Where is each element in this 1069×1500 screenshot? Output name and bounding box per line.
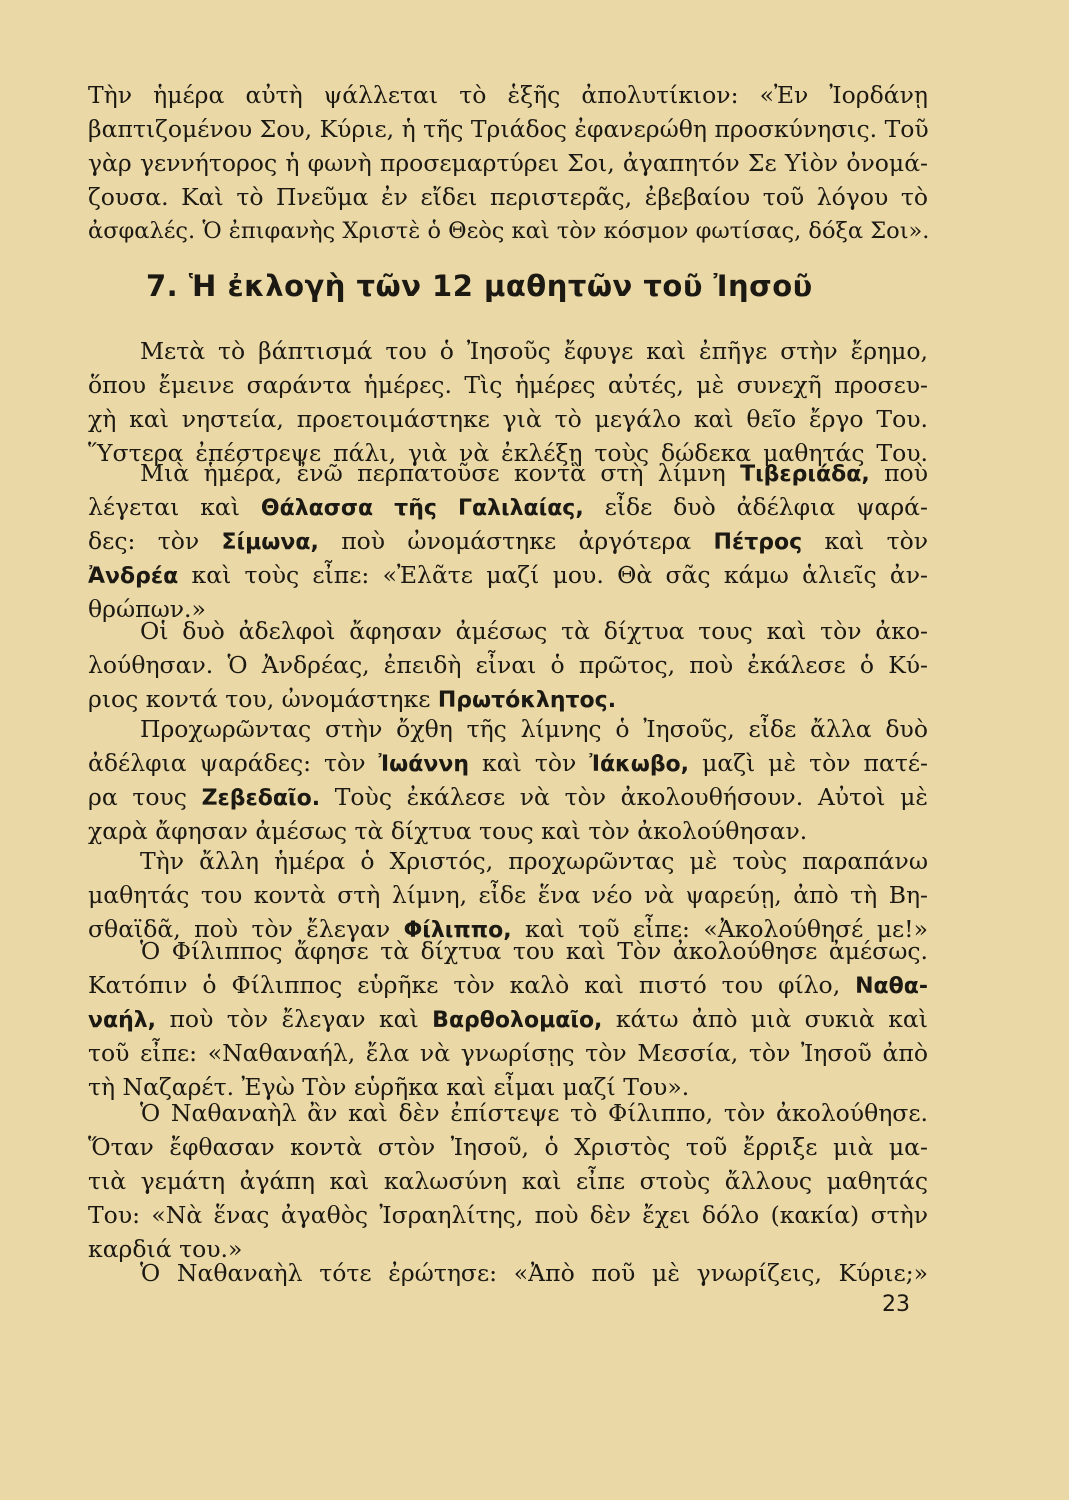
bold-name: Ναθα- — [855, 974, 928, 999]
page-number: 23 — [882, 1292, 910, 1317]
text-line — [88, 968, 928, 1004]
text-line — [88, 746, 928, 782]
text-line: λούθησαν. Ὁ Ἀνδρέας, ἐπειδὴ εἶναι ὁ πρῶτος, ποὺ ἐκάλεσε ὁ Κύ- — [88, 651, 928, 679]
bold-name: Πέτρος — [713, 530, 803, 555]
bold-name: Φίλιππο, — [403, 918, 512, 943]
text-line: τὴ Ναζαρέτ. Ἐγὼ Τὸν εὑρῆκα καὶ εἶμαι μαζί Του». — [88, 1073, 690, 1101]
text-line: χὴ καὶ νηστεία, προετοιμάστηκε γιὰ τὸ μεγάλο καὶ θεῖο ἔργο Του. — [88, 405, 928, 433]
text-line: τοῦ εἶπε: «Ναθαναήλ, ἔλα νὰ γνωρίσῃς τὸν Μεσσία, τὸν Ἰησοῦ ἀπὸ — [88, 1039, 928, 1067]
bold-name: Πρωτόκλητος. — [437, 688, 617, 713]
text-span: Μιὰ ἡμέρα, ἐνῶ περπατοῦσε κοντὰ στὴ λίμνη — [140, 459, 741, 487]
text-line: θρώπων.» — [88, 595, 206, 623]
text-line: Ὅταν ἔφθασαν κοντὰ στὸν Ἰησοῦ, ὁ Χριστὸς τοῦ ἔρριξε μιὰ μα- — [88, 1133, 928, 1161]
text-line — [88, 780, 928, 816]
text-span: λέγεται καὶ — [88, 493, 261, 521]
bold-name: ναήλ, — [88, 1008, 157, 1033]
text-span: καὶ τὸν — [802, 527, 928, 555]
text-span: ριος κοντά του, ὠνομάστηκε — [88, 685, 438, 713]
text-span: εἶδε δυὸ ἀδέλφια ψαρά- — [583, 493, 928, 521]
text-span: ἀδέλφια ψαράδες: τὸν — [88, 749, 379, 777]
bold-name: Ζεβεδαῖο. — [201, 786, 321, 811]
text-span: Κατόπιν ὁ Φίλιππος εὑρῆκε τὸν καλὸ καὶ πιστό του φίλο, — [88, 971, 856, 999]
text-span: κάτω ἀπὸ μιὰ συκιὰ καὶ — [602, 1005, 928, 1033]
text-span: ποὺ — [869, 459, 928, 487]
text-line: τιὰ γεμάτη ἀγάπη καὶ καλωσύνη καὶ εἶπε στοὺς ἄλλους μαθητάς — [88, 1167, 928, 1195]
text-span: σθαϊδᾶ, ποὺ τὸν ἔλεγαν — [88, 915, 404, 943]
text-line: ζουσα. Καὶ τὸ Πνεῦμα ἐν εἴδει περιστερᾶς, ἐβεβαίου τοῦ λόγου τὸ — [88, 183, 928, 211]
text-span: μαζὶ μὲ τὸν πατέ- — [689, 749, 928, 777]
bold-name: Ἰάκωβο, — [589, 752, 690, 777]
text-span: ποὺ ὠνομάστηκε ἀργότερα — [318, 527, 714, 555]
text-line: Προχωρῶντας στὴν ὄχθη τῆς λίμνης ὁ Ἰησοῦς, εἶδε ἄλλα δυὸ — [140, 715, 928, 743]
text-line: ὅπου ἔμεινε σαράντα ἡμέρες. Τὶς ἡμέρες αὐτές, μὲ συνεχῆ προσευ- — [88, 371, 928, 399]
text-line: ἀσφαλές. Ὁ ἐπιφανὴς Χριστὲ ὁ Θεὸς καὶ τὸν κόσμον φωτίσας, δόξα Σοι». — [88, 218, 930, 244]
text-line: μαθητάς του κοντὰ στὴ λίμνη, εἶδε ἕνα νέο νὰ ψαρεύῃ, ἀπὸ τὴ Βη- — [88, 881, 928, 909]
text-line: Ὁ Ναθαναὴλ τότε ἐρώτησε: «Ἀπὸ ποῦ μὲ γνωρίζεις, Κύριε;» — [140, 1259, 928, 1287]
text-line: Του: «Νὰ ἕνας ἀγαθὸς Ἰσραηλίτης, ποὺ δὲν ἔχει δόλο (κακία) στὴν — [88, 1201, 928, 1229]
text-line — [88, 524, 928, 560]
text-line: χαρὰ ἄφησαν ἀμέσως τὰ δίχτυα τους καὶ τὸν ἀκολούθησαν. — [88, 817, 808, 845]
text-line: Τὴν ἄλλη ἡμέρα ὁ Χριστός, προχωρῶντας μὲ τοὺς παραπάνω — [140, 847, 928, 875]
text-line: βαπτιζομένου Σου, Κύριε, ἡ τῆς Τριάδος ἐφανερώθη προσκύνησις. Τοῦ — [88, 115, 929, 143]
text-span: ποὺ τὸν ἔλεγαν καὶ — [156, 1005, 433, 1033]
text-line — [88, 558, 928, 594]
text-line — [88, 1002, 928, 1038]
text-line: Τὴν ἡμέρα αὐτὴ ψάλλεται τὸ ἑξῆς ἀπολυτίκιον: «Ἐν Ἰορδάνῃ — [88, 81, 928, 109]
bold-name: Βαρθολομαῖο, — [432, 1008, 603, 1033]
text-line: Ὁ Ναθαναὴλ ἂν καὶ δὲν ἐπίστεψε τὸ Φίλιππο, τὸν ἀκολούθησε. — [140, 1099, 928, 1127]
section-heading: 7. Ἡ ἐκλογὴ τῶν 12 μαθητῶν τοῦ Ἰησοῦ — [146, 269, 813, 303]
bold-name: Σίμωνα, — [221, 530, 319, 555]
text-span: καὶ τοὺς εἶπε: «Ἐλᾶτε μαζί μου. Θὰ σᾶς κάμω ἁλιεῖς ἀν- — [178, 561, 928, 589]
text-line — [140, 456, 928, 492]
text-span: ρα τους — [88, 783, 202, 811]
text-span: καὶ τοῦ εἶπε: «Ἀκολούθησέ με!» — [511, 915, 928, 943]
text-line: γὰρ γεννήτορος ἡ φωνὴ προσεμαρτύρει Σοι, ἀγαπητόν Σε Υἱὸν ὀνομά- — [88, 149, 928, 177]
text-line: Ὕστερα ἐπέστρεψε πάλι, γιὰ νὰ ἐκλέξῃ τοὺς δώδεκα μαθητάς Του. — [88, 439, 928, 467]
text-span: καὶ τὸν — [469, 749, 590, 777]
text-line: Οἱ δυὸ ἀδελφοὶ ἄφησαν ἀμέσως τὰ δίχτυα τους καὶ τὸν ἀκο- — [140, 617, 928, 645]
bold-name: Θάλασσα τῆς Γαλιλαίας, — [260, 496, 584, 521]
bold-name: Ἀνδρέα — [88, 564, 179, 589]
text-line: Μετὰ τὸ βάπτισμά του ὁ Ἰησοῦς ἔφυγε καὶ ἐπῆγε στὴν ἔρημο, — [140, 337, 928, 365]
text-line: καρδιά του.» — [88, 1235, 243, 1263]
text-line — [88, 490, 928, 526]
text-line: Ὁ Φίλιππος ἄφησε τὰ δίχτυα του καὶ Τὸν ἀκολούθησε ἀμέσως. — [140, 937, 928, 965]
bold-name: Τιβεριάδα, — [740, 462, 870, 487]
text-span: δες: τὸν — [88, 527, 222, 555]
bold-name: Ἰωάννη — [378, 752, 470, 777]
text-span: Τοὺς ἐκάλεσε νὰ τὸν ἀκολουθήσουν. Αὐτοὶ μὲ — [320, 783, 928, 811]
